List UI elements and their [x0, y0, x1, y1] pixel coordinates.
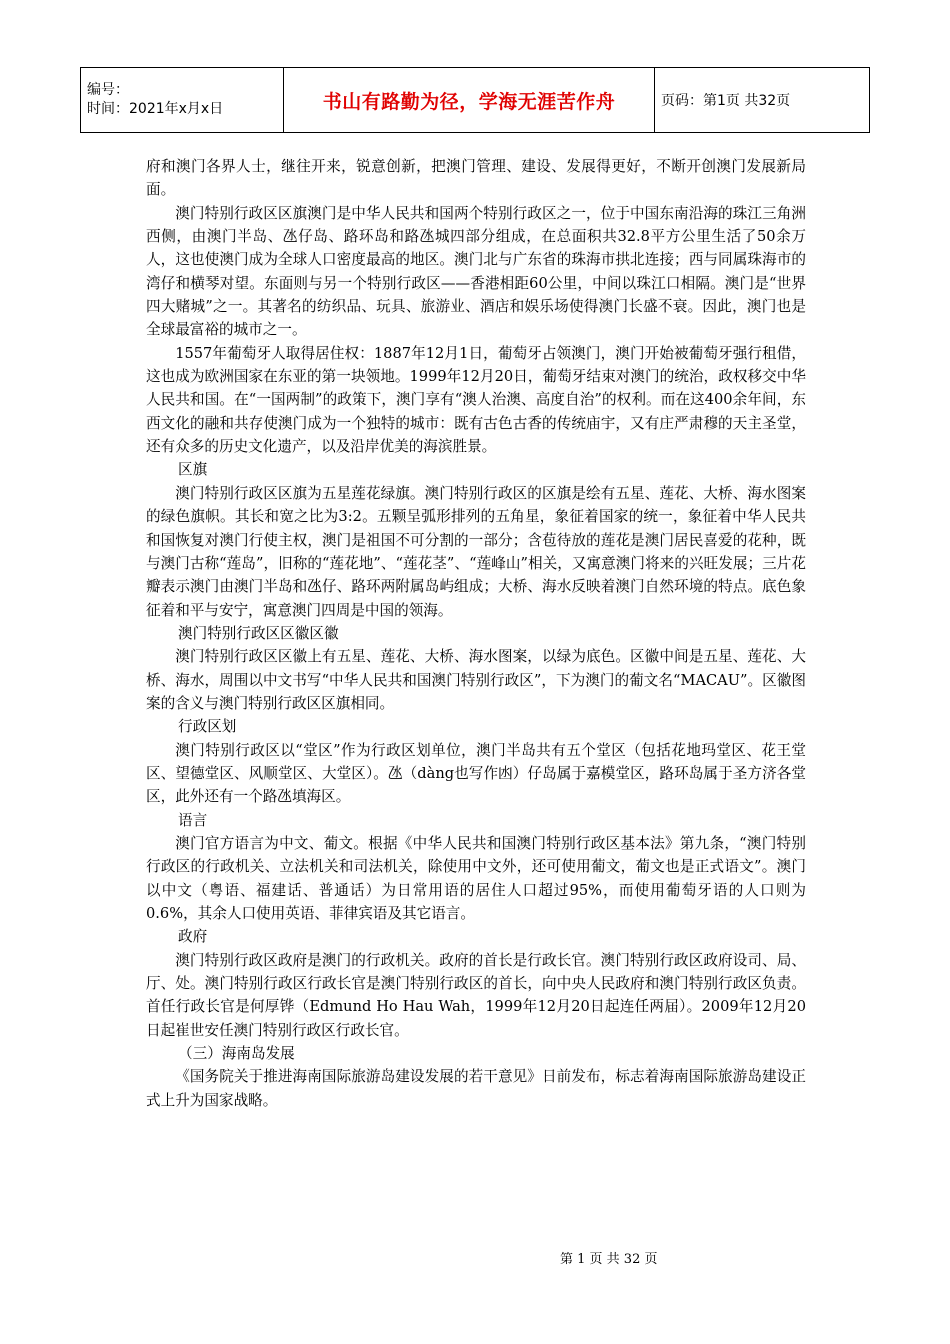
document-body: [146, 155, 806, 1112]
paragraph: 澳门特别行政区区旗为五星莲花绿旗。澳门特别行政区的区旗是绘有五星、莲花、大桥、海水图案的绿色旗帜。其长和宽之比为3:2。五颗呈弧形排列的五角星，象征着国家的统一，象征着中华人民共和国恢复对澳门行使主权，澳门是祖国不可分割的一部分；含苞待放的莲花是澳门居民喜爱的花种，既与澳门古称“莲岛”，旧称的“莲花地”、“莲花茎”、“莲峰山”相关，又寓意澳门将来的兴旺发展；三片花瓣表示澳门由澳门半岛和氹仔、路环两附属岛屿组成；大桥、海水反映着澳门自然环境的特点。底色象征着和平与安宁，寓意澳门四周是中国的领海。: [146, 484, 806, 619]
page-footer: 第 1 页 共 32 页: [560, 1252, 658, 1267]
document-time-label: 时间：2021年x月x日: [87, 101, 224, 117]
section-heading: 澳门特别行政区区徽区徽: [178, 624, 339, 642]
section-heading: 行政区划: [178, 718, 237, 736]
paragraph: 澳门特别行政区区徽上有五星、莲花、大桥、海水图案，以绿为底色。区徽中间是五星、莲花、大桥、海水，周围以中文书写“中华人民共和国澳门特别行政区”，下为澳门的葡文名“MACAU”。区徽图案的含义与澳门特别行政区区旗相同。: [146, 648, 806, 712]
paragraph: 澳门特别行政区政府是澳门的行政机关。政府的首长是行政长官。澳门特别行政区政府设司、局、厅、处。澳门特别行政区行政长官是澳门特别行政区的首长，向中央人民政府和澳门特别行政区负责。首任行政长官是何厚铧（Edmund Ho Hau Wah，1999年12月20日起连任两届）。2009年12月20日起崔世安任澳门特别行政区行政长官。: [146, 951, 806, 1039]
header-motto: 书山有路勤为径，学海无涯苦作舟: [284, 68, 655, 133]
paragraph: 府和澳门各界人士，继往开来，锐意创新，把澳门管理、建设、发展得更好，不断开创澳门发展新局面。: [146, 158, 806, 199]
section-heading: 语言: [178, 811, 208, 829]
header-page-info: 页码：第1页 共32页: [655, 68, 870, 133]
paragraph: 澳门特别行政区区旗澳门是中华人民共和国两个特别行政区之一，位于中国东南沿海的珠江三角洲西侧，由澳门半岛、氹仔岛、路环岛和路氹城四部分组成，在总面积共32.8平方公里生活了50余万人，这也使澳门成为全球人口密度最高的地区。澳门北与广东省的珠海市拱北连接；西与同属珠海市的湾仔和横琴对望。东面则与另一个特别行政区——香港相距60公里，中间以珠江口相隔。澳门是“世界四大赌城”之一。其著名的纺织品、玩具、旅游业、酒店和娱乐场使得澳门长盛不衰。因此，澳门也是全球最富裕的城市之一。: [146, 204, 806, 339]
paragraph: 《国务院关于推进海南国际旅游岛建设发展的若干意见》日前发布，标志着海南国际旅游岛建设正式上升为国家战略。: [146, 1068, 806, 1109]
paragraph: 1557年葡萄牙人取得居住权：1887年12月1日，葡萄牙占领澳门，澳门开始被葡萄牙强行租借，这也成为欧洲国家在东亚的第一块领地。1999年12月20日，葡萄牙结束对澳门的统治，政权移交中华人民共和国。在“一国两制”的政策下，澳门享有“澳人治澳、高度自治”的权利。而在这400余年间，东西文化的融和共存使澳门成为一个独特的城市：既有古色古香的传统庙宇，又有庄严肃穆的天主圣堂，还有众多的历史文化遗产，以及沿岸优美的海滨胜景。: [146, 344, 806, 456]
section-heading: 政府: [178, 928, 208, 946]
section-heading: （三）海南岛发展: [178, 1045, 295, 1063]
paragraph: 澳门官方语言为中文、葡文。根据《中华人民共和国澳门特别行政区基本法》第九条，“澳门特别行政区的行政机关、立法机关和司法机关，除使用中文外，还可使用葡文，葡文也是正式语文”。澳门以中文（粤语、福建话、普通话）为日常用语的居住人口超过95%，而使用葡萄牙语的人口则为0.6%，其余人口使用英语、菲律宾语及其它语言。: [146, 834, 806, 922]
header-meta: [81, 68, 284, 133]
section-heading: 区旗: [178, 461, 208, 479]
paragraph: 澳门特别行政区以“堂区”作为行政区划单位，澳门半岛共有五个堂区（包括花地玛堂区、花王堂区、望德堂区、风顺堂区、大堂区）。氹（dàng也写作凼）仔岛属于嘉模堂区，路环岛属于圣方济各堂区，此外还有一个路氹填海区。: [146, 741, 806, 806]
document-number-label: 编号：: [87, 82, 129, 98]
header-table: [80, 67, 870, 133]
